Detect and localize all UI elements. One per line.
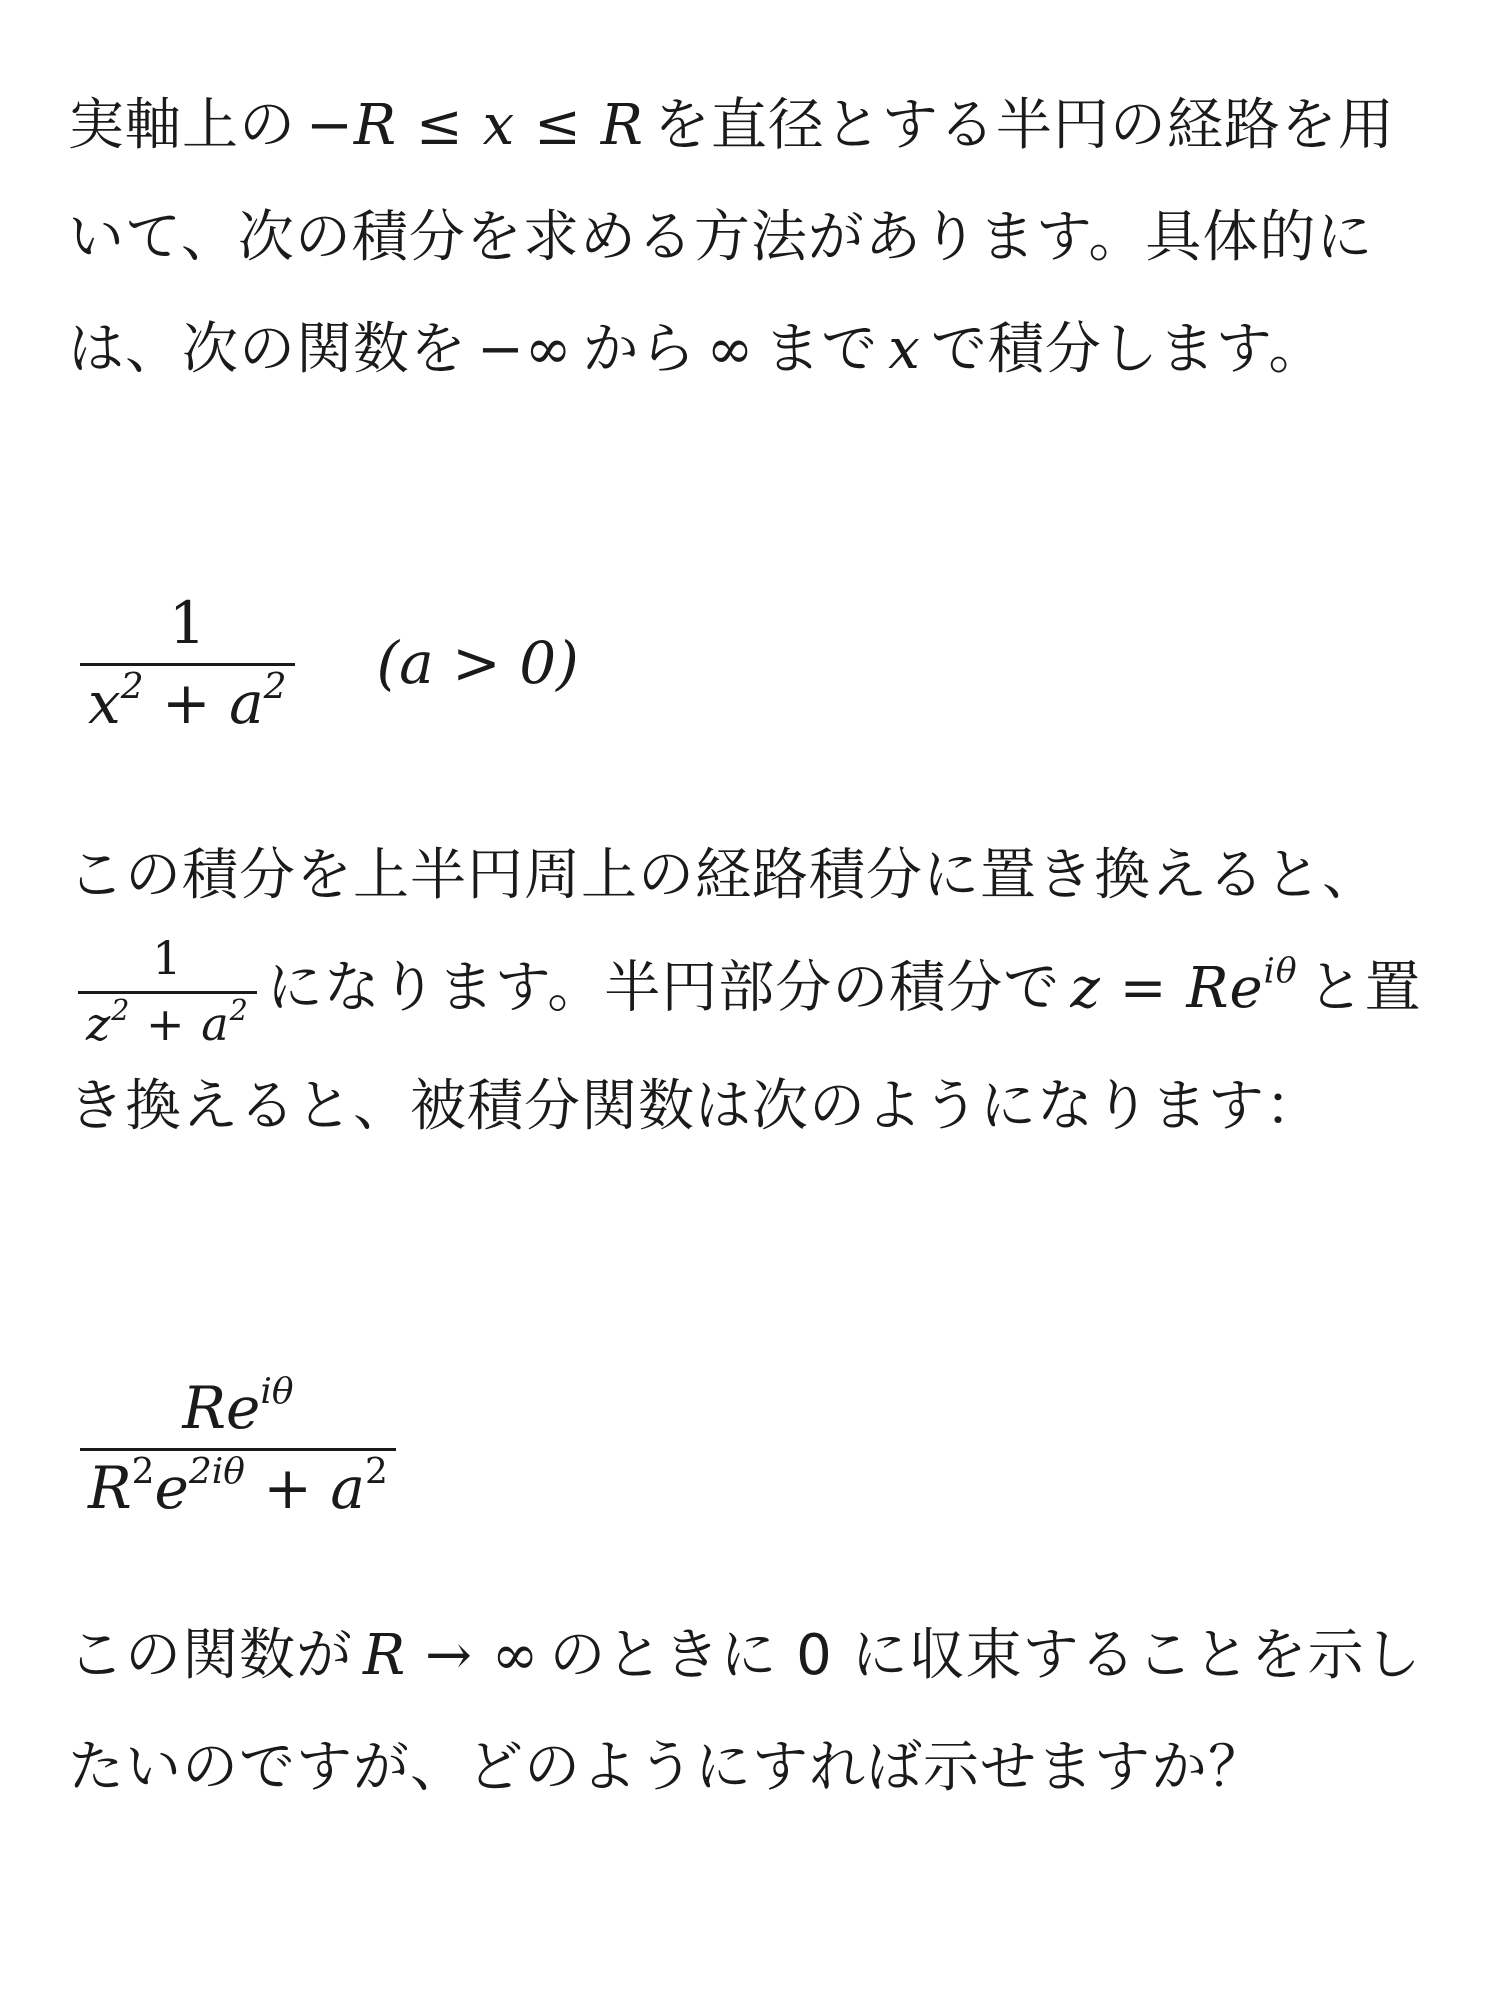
text: になります。半円部分の積分で (266, 955, 1061, 1021)
text: と置き換えると、被積分関数は次のようになります： (68, 955, 1422, 1139)
math-infinity: ∞ (706, 317, 755, 382)
equation-substituted (68, 1370, 406, 1522)
math-var: R (88, 1453, 132, 1522)
math-x: x (888, 317, 921, 382)
exponent: 2 (131, 1450, 155, 1492)
math-range: −R ≤ x ≤ R (306, 93, 644, 158)
math-term: z = Re (1070, 955, 1264, 1021)
fraction (80, 590, 295, 736)
math-substitution (1060, 951, 1307, 1021)
math-var: x (88, 668, 121, 737)
text: この関数が (68, 1623, 353, 1688)
math-term: + a (130, 996, 230, 1051)
paragraph-contour (68, 820, 1448, 1163)
exponent: 2iθ (188, 1450, 245, 1492)
math-neg-infinity: −∞ (477, 317, 573, 382)
math-var: e (154, 1453, 189, 1522)
math-term: + a (143, 668, 264, 737)
exponent: 2 (364, 1450, 388, 1492)
fraction-numerator (80, 1370, 396, 1451)
exponent: iθ (260, 1370, 294, 1412)
equation-condition: (a > 0) (376, 629, 579, 698)
fraction-denominator (80, 1451, 396, 1522)
exponent: 2 (229, 993, 249, 1027)
fraction-numerator: 1 (78, 932, 257, 994)
text: この積分を上半円周上の経路積分に置き換えると、 (68, 843, 1379, 908)
fraction-numerator: 1 (80, 590, 295, 666)
fraction-denominator (80, 666, 295, 737)
paragraph-question (68, 1600, 1448, 1824)
math-term: Re (182, 1374, 261, 1442)
text: を直径とする半円の経路を用いて、次の積分を求める方法があります。具体的には、次の関数を (68, 93, 1395, 382)
fraction (80, 1370, 396, 1522)
inline-fraction (78, 932, 257, 1051)
exponent: 2 (263, 665, 287, 707)
math-limit: R → ∞ (363, 1623, 540, 1688)
text: のときに 0 に収束することを示したいのですが、どのようにすれば示せますか？ (68, 1623, 1422, 1800)
exponent: 2 (111, 993, 131, 1027)
text: まで (764, 317, 879, 382)
equation-integrand (68, 590, 579, 736)
exponent: 2 (120, 665, 144, 707)
text: 実軸上の (68, 93, 296, 158)
text: で積分します。 (930, 317, 1326, 382)
fraction-denominator (78, 994, 257, 1051)
paragraph-intro (68, 70, 1448, 406)
text: から (582, 317, 697, 382)
exponent: iθ (1263, 951, 1298, 992)
math-var: z (86, 996, 112, 1051)
math-term: + a (244, 1453, 365, 1522)
